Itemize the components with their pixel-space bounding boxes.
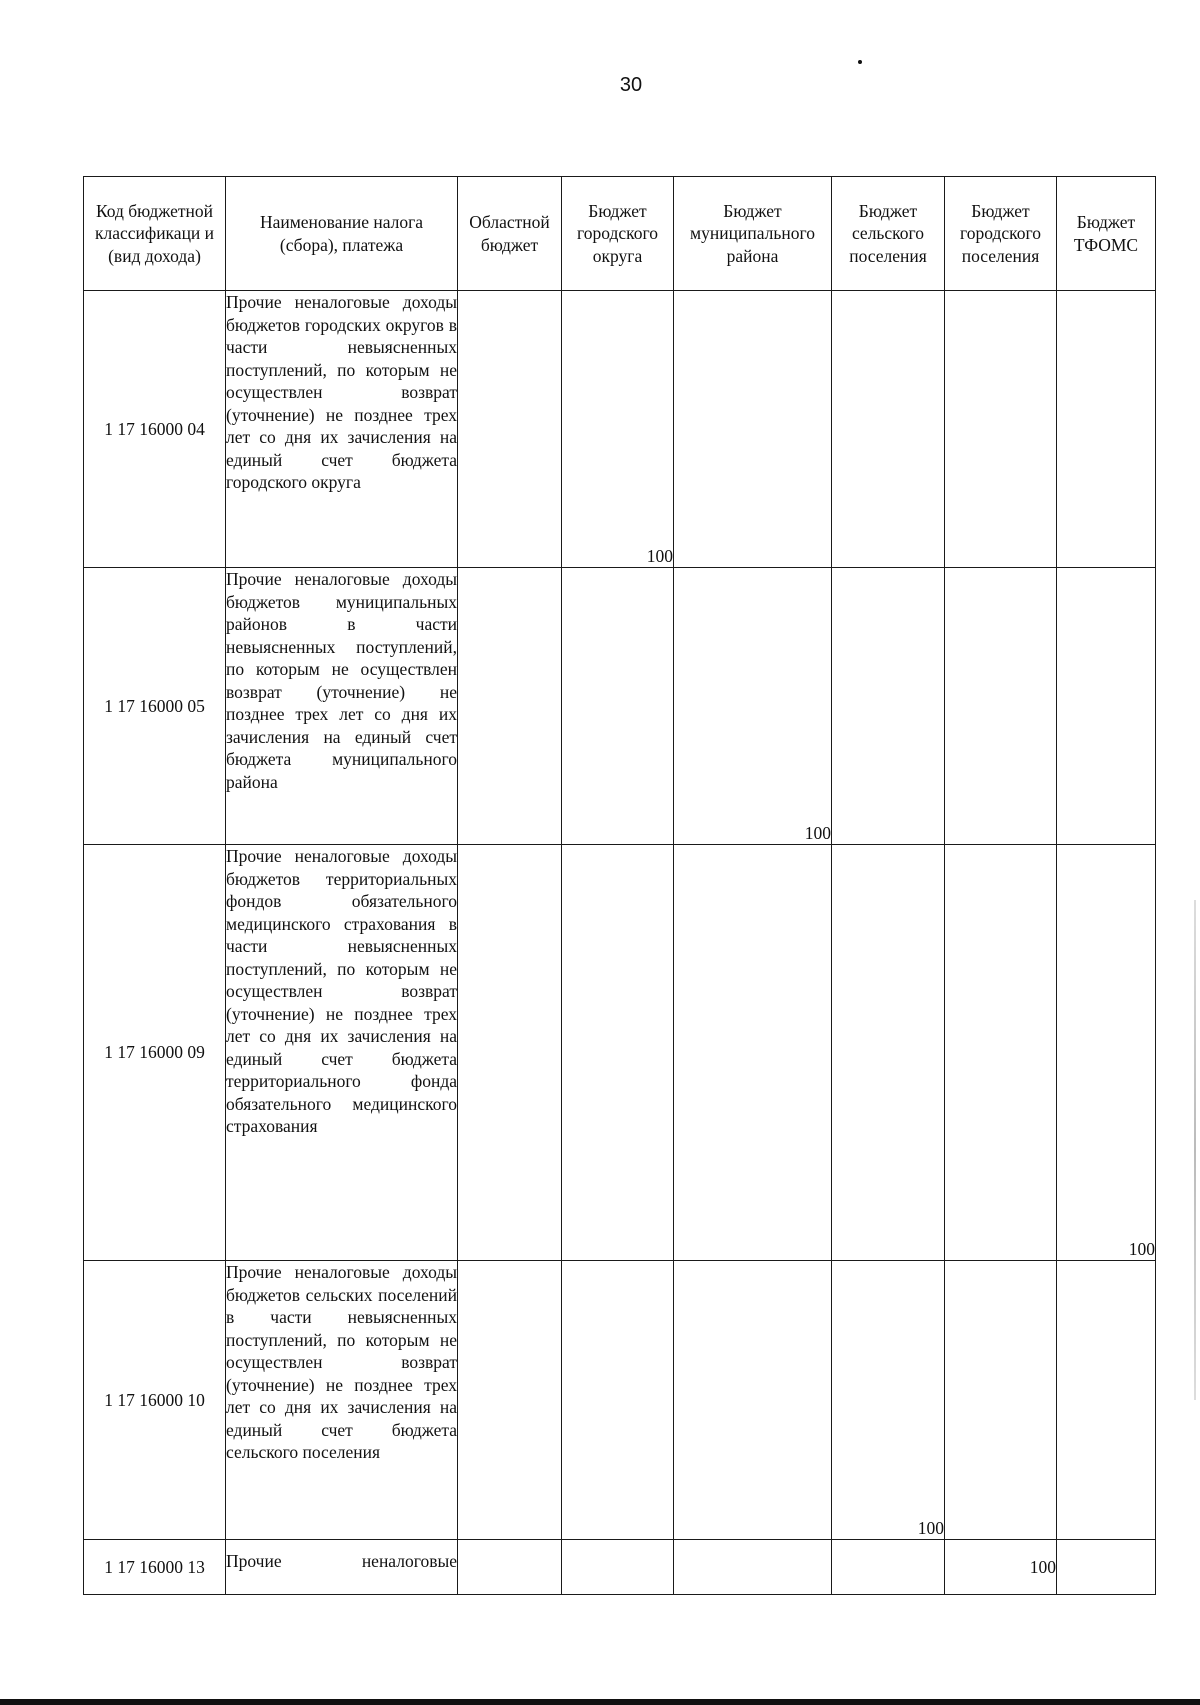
- header-regional-budget: Областной бюджет: [458, 177, 562, 291]
- value-tfoms: [1057, 1261, 1156, 1540]
- row-name-word: Прочие: [226, 1551, 282, 1571]
- row-code: 1 17 16000 05: [84, 568, 226, 845]
- header-tfoms-budget: Бюджет ТФОМС: [1057, 177, 1156, 291]
- value-regional: [458, 845, 562, 1261]
- row-name: Прочие неналоговые доходы бюджетов городских округов в части невыясненных поступлений, по которым не осуществлен возврат (уточнение) не позднее трех лет со дня их зачисления на единый счет бюджета городского округа: [226, 291, 458, 568]
- value-urban-settlement: [945, 568, 1057, 845]
- table-header-row: [84, 177, 1156, 291]
- row-name: Прочие неналоговые доходы бюджетов сельских поселений в части невыясненных поступлений, по которым не осуществлен возврат (уточнение) не позднее трех лет со дня их зачисления на единый счет бюджета сельского поселения: [226, 1261, 458, 1540]
- value-municipal-district: 100: [674, 568, 832, 845]
- value-city-district: [562, 1540, 674, 1595]
- row-name: Прочие неналоговые доходы бюджетов территориальных фондов обязательного медицинского страхования в части невыясненных поступлений, по которым не осуществлен возврат (уточнение) не позднее трех лет со дня их зачисления на единый счет бюджета территориального фонда обязательного медицинского страхования: [226, 845, 458, 1261]
- value-urban-settlement: [945, 1261, 1057, 1540]
- value-regional: [458, 291, 562, 568]
- value-municipal-district: [674, 1540, 832, 1595]
- scan-speck: [858, 60, 862, 64]
- row-name-word: неналоговые: [361, 1551, 457, 1571]
- value-tfoms: [1057, 568, 1156, 845]
- value-tfoms: [1057, 1540, 1156, 1595]
- value-rural-settlement: [832, 845, 945, 1261]
- header-name: Наименование налога (сбора), платежа: [226, 177, 458, 291]
- value-city-district: [562, 568, 674, 845]
- value-municipal-district: [674, 1261, 832, 1540]
- table-row: [84, 568, 1156, 845]
- value-regional: [458, 568, 562, 845]
- table-row: [84, 291, 1156, 568]
- header-urban-settlement-budget: Бюджет городского поселения: [945, 177, 1057, 291]
- value-tfoms: [1057, 291, 1156, 568]
- row-code: 1 17 16000 13: [84, 1540, 226, 1595]
- value-regional: [458, 1261, 562, 1540]
- table-row: [84, 1540, 1156, 1595]
- value-urban-settlement: [945, 291, 1057, 568]
- row-name: Прочие неналоговые доходы бюджетов муниципальных районов в части невыясненных поступлений, по которым не осуществлен возврат (уточнение) не позднее трех лет со дня их зачисления на единый счет бюджета муниципального района: [226, 568, 458, 845]
- value-regional: [458, 1540, 562, 1595]
- value-rural-settlement: 100: [832, 1261, 945, 1540]
- value-municipal-district: [674, 291, 832, 568]
- table-row: [84, 845, 1156, 1261]
- value-city-district: [562, 845, 674, 1261]
- value-urban-settlement: 100: [945, 1540, 1057, 1595]
- scan-edge-shadow: [1194, 900, 1196, 1400]
- scan-bottom-edge: [0, 1699, 1200, 1705]
- row-code: 1 17 16000 04: [84, 291, 226, 568]
- header-city-district-budget: Бюджет городского округа: [562, 177, 674, 291]
- value-city-district: [562, 1261, 674, 1540]
- value-tfoms: 100: [1057, 845, 1156, 1261]
- table-row: [84, 1261, 1156, 1540]
- header-code: Код бюджетной классификаци и (вид дохода): [84, 177, 226, 291]
- value-rural-settlement: [832, 291, 945, 568]
- value-municipal-district: [674, 845, 832, 1261]
- row-name: [226, 1540, 458, 1595]
- row-code: 1 17 16000 09: [84, 845, 226, 1261]
- row-code: 1 17 16000 10: [84, 1261, 226, 1540]
- header-municipal-district-budget: Бюджет муниципального района: [674, 177, 832, 291]
- value-urban-settlement: [945, 845, 1057, 1261]
- header-rural-settlement-budget: Бюджет сельского поселения: [832, 177, 945, 291]
- value-rural-settlement: [832, 1540, 945, 1595]
- budget-distribution-table: [83, 176, 1156, 1595]
- value-city-district: 100: [562, 291, 674, 568]
- page-number: 30: [619, 74, 643, 96]
- value-rural-settlement: [832, 568, 945, 845]
